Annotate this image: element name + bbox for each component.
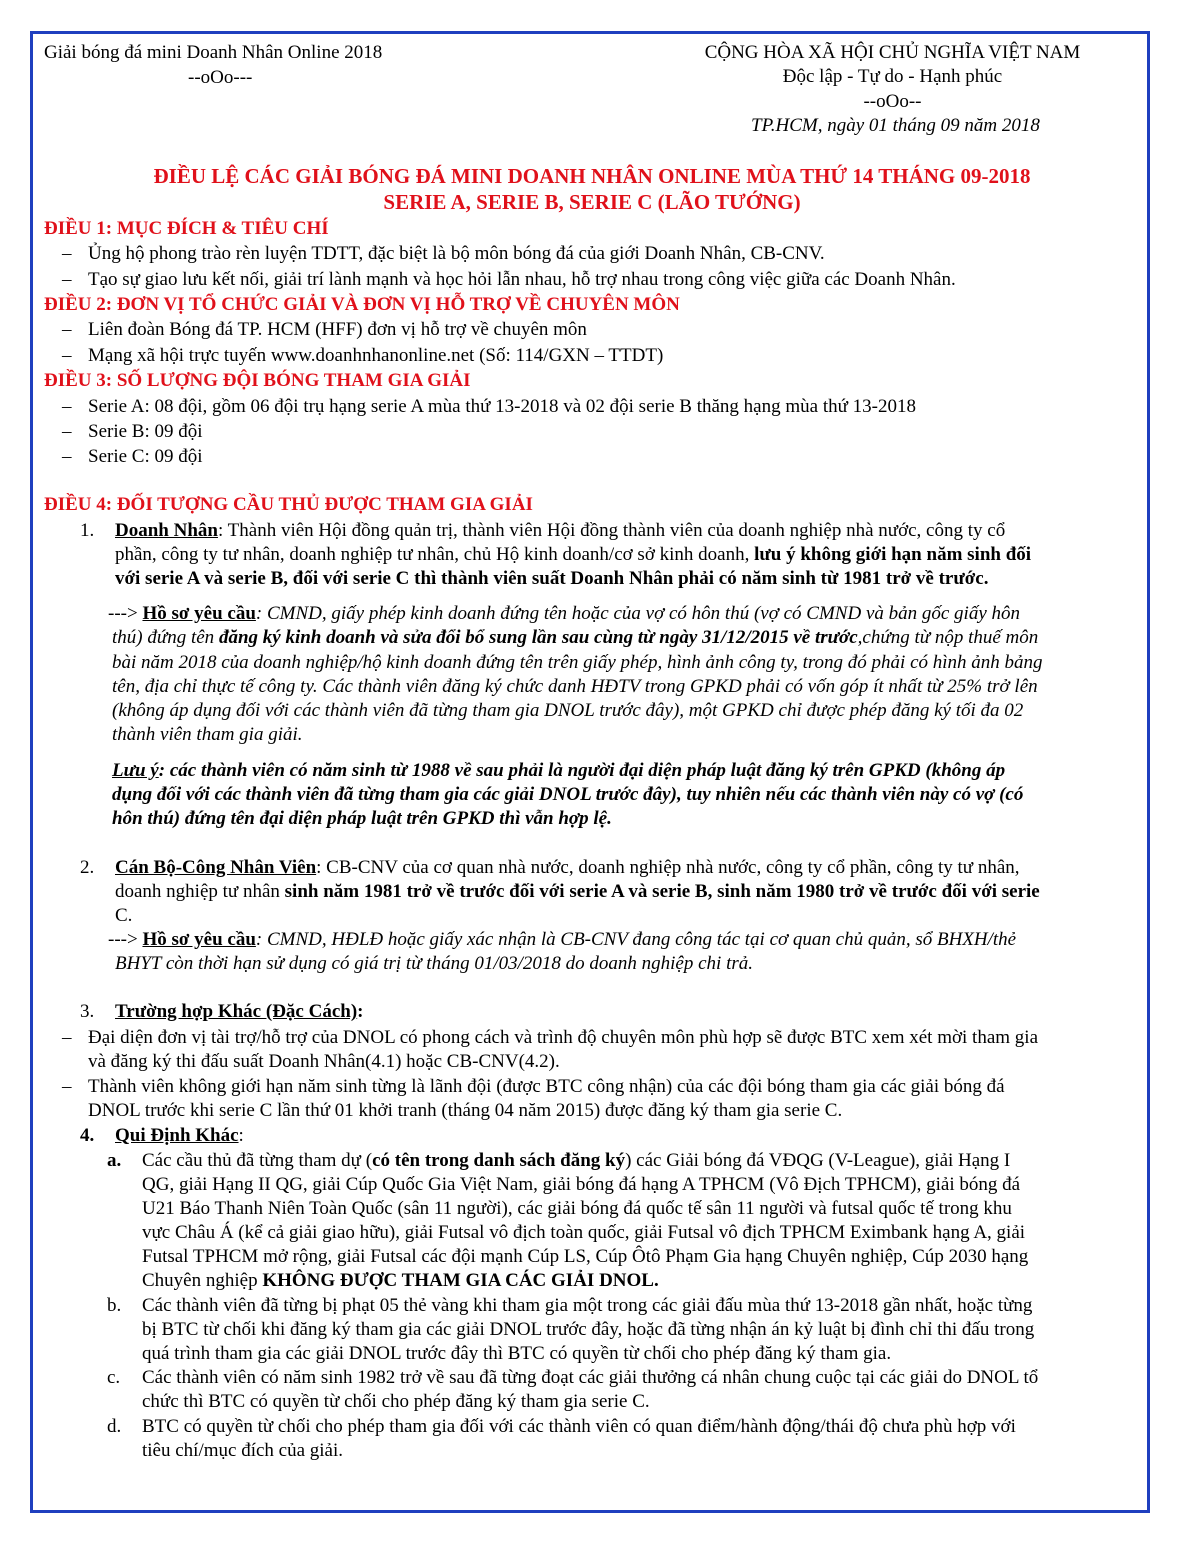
subitem-c-line-2: chức thì BTC có quyền từ chối cho phép đăng ký tham gia serie C.	[142, 1391, 650, 1412]
article-2-item-2: Mạng xã hội trực tuyến www.doanhnhanonline.net (Số: 114/GXN – TTDT)	[88, 345, 664, 366]
section-number: 2.	[80, 857, 95, 878]
country-name: CỘNG HÒA XÃ HỘI CHỦ NGHĨA VIỆT NAM	[704, 42, 1081, 63]
bullet-dash: –	[62, 319, 72, 340]
left-separator: --oOo---	[188, 67, 253, 88]
subitem-a-line-4: vực Châu Á (kể cả giải giao hữu), giải Futsal vô địch toàn quốc, giải Futsal vô địch TPHCM Eximbank hạng A, giải	[142, 1222, 1026, 1243]
subitem-letter: d.	[107, 1416, 122, 1437]
subitem-letter: b.	[107, 1295, 122, 1316]
requirements-4-1-line-5: (không áp dụng đối với các thành viên đã từng tham gia DNOL trước đây), một GPKD chỉ được phép đăng ký tối đa 02	[112, 700, 1024, 721]
section-4-3-bullet-1-line-2: và đăng ký thi đấu suất Doanh Nhân(4.1) hoặc CB-CNV(4.2).	[88, 1051, 560, 1072]
subitem-b-line-1: Các thành viên đã từng bị phạt 05 thẻ vàng khi tham gia một trong các giải đấu mùa thứ 13-2018 gần nhất, hoặc từng	[142, 1295, 1033, 1316]
requirements-4-1-line-6: thành viên tham gia giải.	[112, 724, 303, 745]
subitem-a-line-6: Chuyên nghiệp KHÔNG ĐƯỢC THAM GIA CÁC GIẢI DNOL.	[142, 1270, 659, 1291]
section-4-3-bullet-1-line-1: Đại diện đơn vị tài trợ/hỗ trợ của DNOL có phong cách và trình độ chuyên môn phù hợp sẽ được BTC xem xét mời tham gia	[88, 1027, 1039, 1048]
section-number: 4.	[80, 1125, 95, 1146]
bullet-dash: –	[62, 243, 72, 264]
subitem-letter: a.	[107, 1150, 122, 1171]
note-4-1-line-1: Lưu ý: các thành viên có năm sinh từ 1988 về sau phải là người đại diện pháp luật đăng ký trên GPKD (không áp	[112, 760, 1006, 781]
requirements-4-1-line-2: thú) đứng tên đăng ký kinh doanh và sửa đổi bổ sung lần sau cùng từ ngày 31/12/2015 về trước,chứng từ nộp thuế môn	[112, 627, 1039, 648]
article-3-item-3: Serie C: 09 đội	[88, 446, 203, 467]
article-3-item-1: Serie A: 08 đội, gồm 06 đội trụ hạng serie A mùa thứ 13-2018 và 02 đội serie B thăng hạng mùa thứ 13-2018	[88, 396, 916, 417]
section-4-3-heading: Trường hợp Khác (Đặc Cách):	[115, 1001, 364, 1022]
article-2-heading: ĐIỀU 2: ĐƠN VỊ TỔ CHỨC GIẢI VÀ ĐƠN VỊ HỖ TRỢ VỀ CHUYÊN MÔN	[44, 294, 680, 315]
section-4-1-line-3: với serie A và serie B, đối với serie C thì thành viên suất Doanh Nhân phải có năm sinh từ 1981 trở về trước.	[115, 568, 989, 589]
subitem-a-line-3: U21 Báo Thanh Niên Toàn Quốc (sân 11 người), các giải bóng đá quốc tế sân 11 người và futsal quốc tế trong khu	[142, 1198, 1012, 1219]
bullet-dash: –	[62, 446, 72, 467]
article-3-heading: ĐIỀU 3: SỐ LƯỢNG ĐỘI BÓNG THAM GIA GIẢI	[44, 370, 471, 391]
bullet-dash: –	[62, 269, 72, 290]
subitem-d-line-1: BTC có quyền từ chối cho phép tham gia đối với các thành viên có quan điểm/hành động/thái độ chưa phù hợp với	[142, 1416, 1016, 1437]
bullet-dash: –	[62, 1076, 72, 1097]
bullet-dash: –	[62, 396, 72, 417]
right-separator: --oOo--	[863, 91, 922, 112]
subitem-b-line-3: quá trình tham gia các giải DNOL trước đây thì BTC có quyền từ chối cho phép đăng ký tham gia.	[142, 1343, 892, 1364]
requirements-4-1-line-4: tên, địa chỉ thực tế công ty. Các thành viên đăng ký chức danh HĐTV trong GPKD phải có vốn góp ít nhất từ 25% trở lên	[112, 676, 1038, 697]
section-4-4-heading: Qui Định Khác:	[115, 1125, 244, 1146]
subitem-b-line-2: bị BTC từ chối khi đăng ký tham gia các giải DNOL trước đây, hoặc đã từng nhận án kỷ luật bị đình chỉ thi đấu trong	[142, 1319, 1035, 1340]
league-name: Giải bóng đá mini Doanh Nhân Online 2018	[44, 42, 383, 63]
note-4-1-line-3: hôn thú) đứng tên đại diện pháp luật trên GPKD thì vẫn hợp lệ.	[112, 808, 612, 829]
section-4-2-line-1: Cán Bộ-Công Nhân Viên: CB-CNV của cơ quan nhà nước, doanh nghiệp nhà nước, công ty cổ phần, công ty tư nhân,	[115, 857, 1020, 878]
section-4-2-line-3: C.	[115, 905, 133, 926]
subitem-d-line-2: tiêu chí/mục đích của giải.	[142, 1440, 344, 1461]
country-motto: Độc lập - Tự do - Hạnh phúc	[782, 66, 1003, 87]
article-1-item-1: Ủng hộ phong trào rèn luyện TDTT, đặc biệt là bộ môn bóng đá của giới Doanh Nhân, CB-CNV.	[88, 243, 825, 264]
article-2-item-1: Liên đoàn Bóng đá TP. HCM (HFF) đơn vị hỗ trợ về chuyên môn	[88, 319, 587, 340]
requirements-4-2-line-2: BHYT còn thời hạn sử dụng có giá trị từ tháng 01/03/2018 do doanh nghiệp chi trả.	[115, 953, 753, 974]
bullet-dash: –	[62, 345, 72, 366]
subitem-a-line-5: Futsal TPHCM mở rộng, giải Futsal các đội mạnh Cúp LS, Cúp Ôtô Phạm Gia hạng Chuyên nghiệp, Cúp 2030 hạng	[142, 1246, 1029, 1267]
section-4-2-line-2: doanh nghiệp tư nhân sinh năm 1981 trở về trước đối với serie A và serie B, sinh năm 1980 trở về trước đối với serie	[115, 881, 1040, 902]
requirements-4-1-line-3: bài năm 2018 của doanh nghiệp/hộ kinh doanh đứng tên trên giấy phép, hình ảnh công ty, trong đó phải có hình ảnh bảng	[112, 652, 1043, 673]
bullet-dash: –	[62, 1027, 72, 1048]
section-number: 1.	[80, 520, 95, 541]
document-title-line2: SERIE A, SERIE B, SERIE C (LÃO TƯỚNG)	[383, 190, 801, 214]
section-4-1-line-2: phần, công ty tư nhân, doanh nghiệp tư nhân, chủ Hộ kinh doanh/cơ sở kinh doanh, lưu ý không giới hạn năm sinh đối	[115, 544, 1032, 565]
article-1-heading: ĐIỀU 1: MỤC ĐÍCH & TIÊU CHÍ	[44, 218, 329, 239]
bullet-dash: –	[62, 421, 72, 442]
requirements-4-2-line-1: ---> Hồ sơ yêu cầu: CMND, HĐLĐ hoặc giấy xác nhận là CB-CNV đang công tác tại cơ quan chủ quản, sổ BHXH/thẻ	[108, 929, 1017, 950]
subitem-a-line-2: QG, giải Hạng II QG, giải Cúp Quốc Gia Việt Nam, giải bóng đá hạng A TPHCM (Vô Địch TPHCM), giải bóng đá	[142, 1174, 1021, 1195]
section-4-3-bullet-2-line-2: DNOL trước khi serie C lần thứ 01 khởi tranh (tháng 04 năm 2015) được đăng ký tham gia serie C.	[88, 1100, 843, 1121]
note-4-1-line-2: dụng đối với các thành viên đã từng tham gia các giải DNOL trước đây), tuy nhiên nếu các thành viên này có vợ (có	[112, 784, 1024, 805]
subitem-c-line-1: Các thành viên có năm sinh 1982 trở về sau đã từng đoạt các giải thưởng cá nhân chung cuộc tại các giải do DNOL tổ	[142, 1367, 1039, 1388]
section-number: 3.	[80, 1001, 95, 1022]
subitem-letter: c.	[107, 1367, 121, 1388]
document-date: TP.HCM, ngày 01 tháng 09 năm 2018	[751, 115, 1040, 136]
document-title-line1: ĐIỀU LỆ CÁC GIẢI BÓNG ĐÁ MINI DOANH NHÂN ONLINE MÙA THỨ 14 THÁNG 09-2018	[153, 164, 1031, 188]
section-4-3-bullet-2-line-1: Thành viên không giới hạn năm sinh từng là lãnh đội (được BTC công nhận) của các đội bóng tham gia các giải bóng đá	[88, 1076, 1005, 1097]
article-4-heading: ĐIỀU 4: ĐỐI TƯỢNG CẦU THỦ ĐƯỢC THAM GIA GIẢI	[44, 494, 533, 515]
subitem-a-line-1: Các cầu thủ đã từng tham dự (có tên trong danh sách đăng ký) các Giải bóng đá VĐQG (V-League), giải Hạng I	[142, 1150, 1011, 1171]
article-1-item-2: Tạo sự giao lưu kết nối, giải trí lành mạnh và học hỏi lẫn nhau, hỗ trợ nhau trong công việc giữa các Doanh Nhân.	[88, 269, 956, 290]
section-4-1-line-1: Doanh Nhân: Thành viên Hội đồng quản trị, thành viên Hội đồng thành viên của doanh nghiệp nhà nước, công ty cổ	[115, 520, 1006, 541]
article-3-item-2: Serie B: 09 đội	[88, 421, 203, 442]
requirements-4-1-line-1: ---> Hồ sơ yêu cầu: CMND, giấy phép kinh doanh đứng tên hoặc của vợ có hôn thú (vợ có CMND và bản gốc giấy hôn	[108, 603, 1021, 624]
